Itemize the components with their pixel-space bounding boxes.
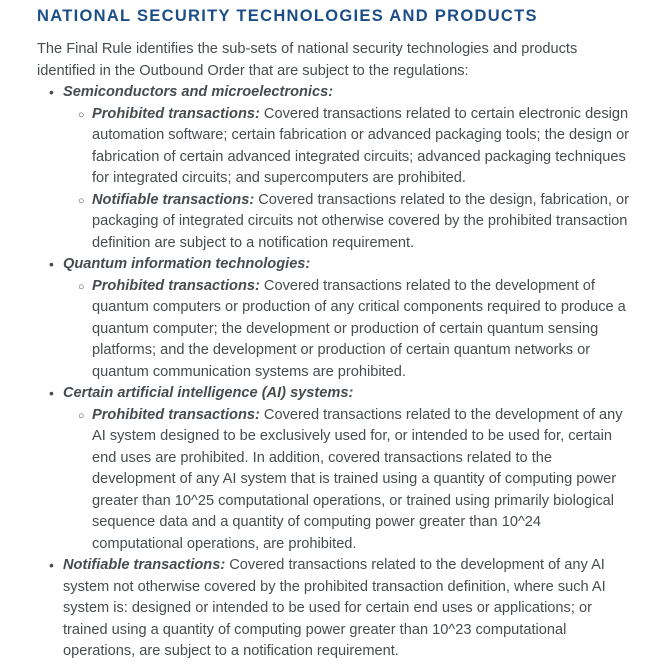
page-title: NATIONAL SECURITY TECHNOLOGIES AND PRODUCTS xyxy=(37,7,538,25)
category-title: Certain artificial intelligence (AI) systems: xyxy=(63,385,354,401)
item-text: Covered transactions related to the development of any AI system designed to be exclusively used for, or intended to be used for, certain end uses are prohibited. In addition, covered transactions related to the development of any AI system that is trained using a quantity of computing power greater than 10^25 computational operations, or trained using primarily biological sequence data and a quantity of computing power greater than 10^24 computational operations, are prohibited. xyxy=(92,406,623,552)
bullet-disc-icon: • xyxy=(49,557,54,573)
item-lead: Prohibited transactions: xyxy=(92,277,260,294)
bullet-disc-icon: • xyxy=(49,385,54,401)
bullet-circle-icon: ○ xyxy=(78,194,85,207)
item-text: Covered transactions related to the development of any AI system not otherwise covered by the prohibited transaction definition, where such AI system is: designed or intended to be used for certain end uses or applications; or trained using a quantity of computing power greater than 10^23 computational operations, are subject to a notification requirement. xyxy=(63,557,606,659)
item-lead: Prohibited transactions: xyxy=(92,406,260,423)
list-item-ai-prohibited xyxy=(37,405,634,556)
intro-paragraph: The Final Rule identifies the sub-sets of national security technologies and products identified in the Outbound Order that are subject to the regulations: xyxy=(37,41,578,79)
item-lead: Notifiable transactions: xyxy=(63,557,226,573)
bullet-disc-icon: • xyxy=(49,256,54,272)
category-title: Semiconductors and microelectronics: xyxy=(63,84,334,100)
bullet-disc-icon: • xyxy=(49,84,54,100)
item-text: Covered transactions related to certain electronic design automation software; certain fabrication or advanced packaging tools; the design or fabrication of certain advanced integrated circuits; advanced packaging techniques for integrated circuits; and supercomputers are prohibited. xyxy=(92,105,630,186)
list-item-quantum xyxy=(37,254,634,276)
list-item-semiconductors-notifiable xyxy=(37,190,634,255)
list-item-ai-notifiable xyxy=(37,555,634,663)
list-item-semiconductors xyxy=(37,82,634,104)
technology-list xyxy=(37,82,634,663)
item-text: Covered transactions related to the development of quantum computers or production of any critical components required to produce a quantum computer; the development or production of certain quantum sensing platforms; and the development or production of certain quantum networks or quantum communication systems are prohibited. xyxy=(92,277,626,380)
item-text: Covered transactions related to the design, fabrication, or packaging of integrated circuits not otherwise covered by the prohibited transaction definition are subject to a notification requirement. xyxy=(92,191,629,251)
bullet-circle-icon: ○ xyxy=(78,108,85,121)
item-lead: Notifiable transactions: xyxy=(92,191,255,208)
list-item-quantum-prohibited xyxy=(37,276,634,384)
bullet-circle-icon: ○ xyxy=(78,280,85,293)
list-item-semiconductors-prohibited xyxy=(37,104,634,190)
bullet-circle-icon: ○ xyxy=(78,409,85,422)
item-lead: Prohibited transactions: xyxy=(92,105,260,122)
category-title: Quantum information technologies: xyxy=(63,256,311,272)
list-item-ai xyxy=(37,383,634,405)
